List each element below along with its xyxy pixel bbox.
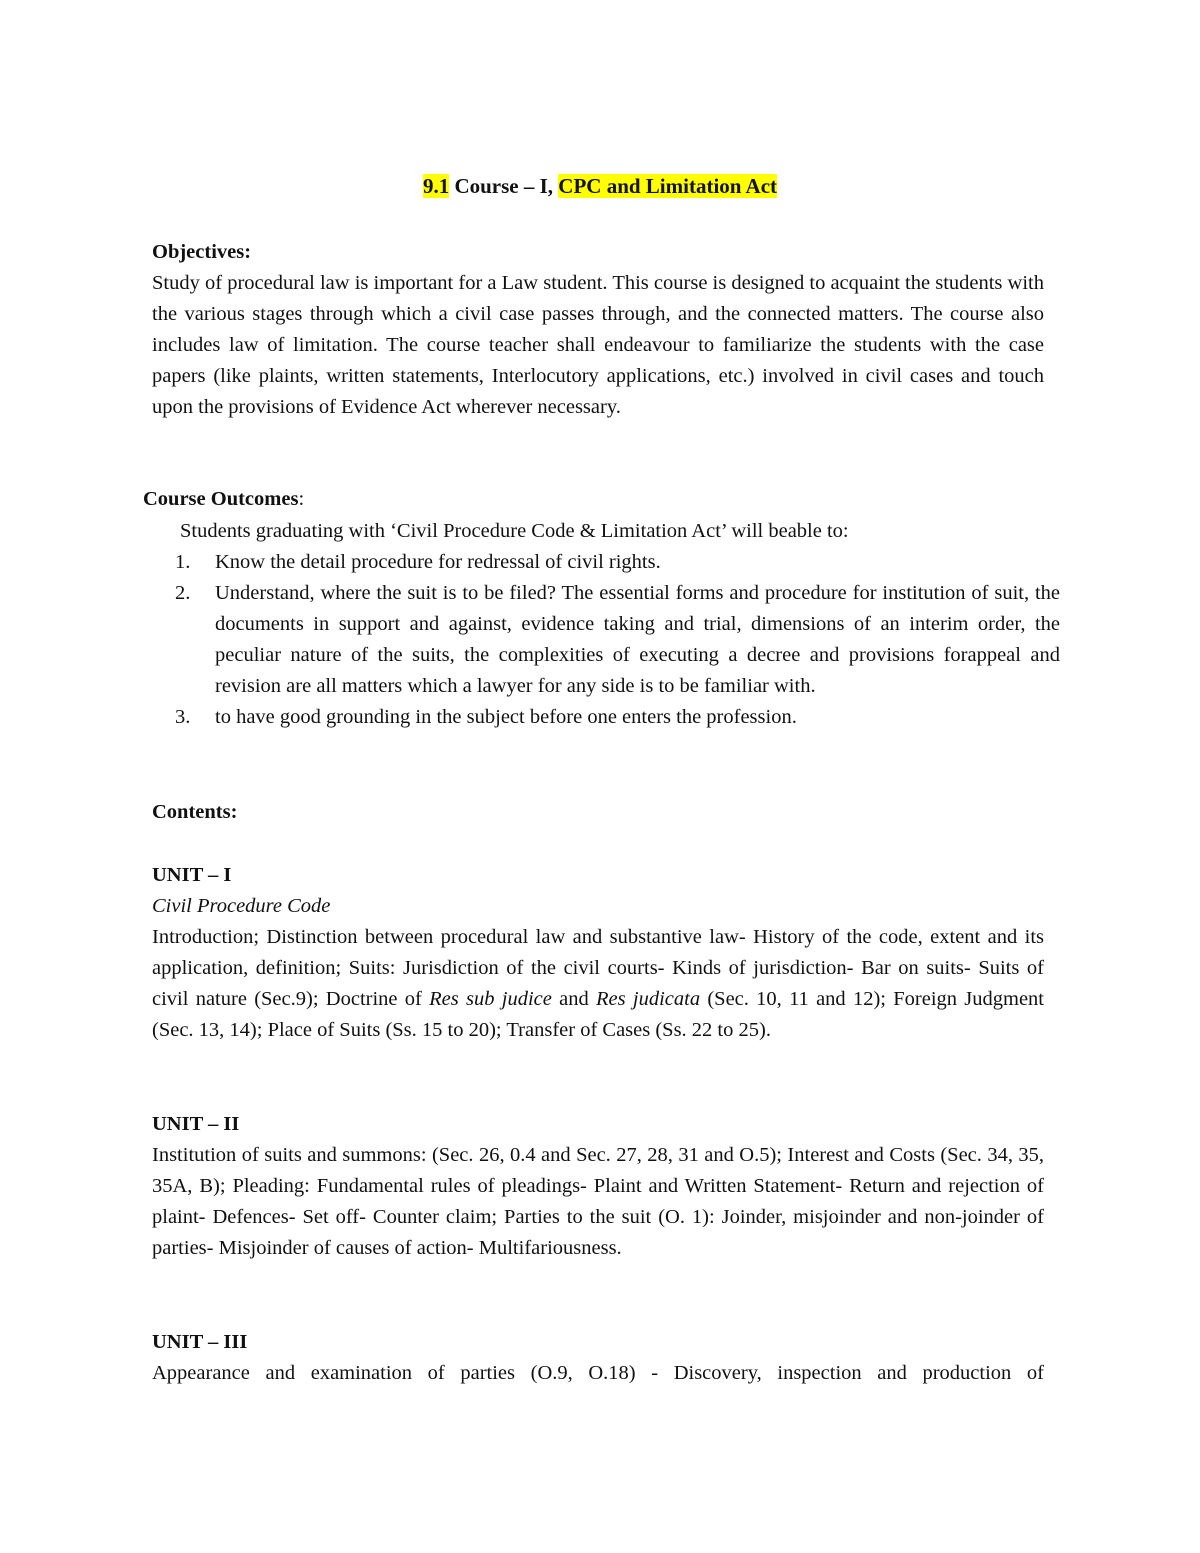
contents-section xyxy=(152,797,1044,828)
unit-1-res-sub-judice: Res sub judice xyxy=(429,988,552,1010)
outcomes-heading-row xyxy=(143,484,1035,515)
unit-3-text: Appearance and examination of parties (O.9, O.18) - Discovery, inspection and production of xyxy=(152,1362,1044,1384)
unit-1-text-b: and xyxy=(551,988,597,1010)
objectives-heading: Objectives: xyxy=(152,241,252,263)
list-item-number: 2. xyxy=(175,582,191,604)
unit-1-text-a: Introduction; Distinction between procedural law and substantive law- History of the code, extent and its application, definition; Suits: Jurisdiction of the civil courts- Kinds of jurisdiction- Bar on suits- Suits of civil nature (Sec.9); Doctrine of xyxy=(152,926,1044,1010)
list-item-text: to have good grounding in the subject before one enters the profession. xyxy=(215,706,797,728)
objectives-text: Study of procedural law is important for a Law student. This course is designed to acquaint the students with the various stages through which a civil case passes through, and the connected matters. The course also includes law of limitation. The course teacher shall endeavour to familiarize the students with the case papers (like plaints, written statements, Interlocutory applications, etc.) involved in civil cases and touch upon the provisions of Evidence Act wherever necessary. xyxy=(152,272,1044,418)
outcomes-heading-colon: : xyxy=(298,488,305,510)
unit-1-subtitle: Civil Procedure Code xyxy=(152,895,331,917)
unit-2-text: Institution of suits and summons: (Sec. 26, 0.4 and Sec. 27, 28, 31 and O.5); Interest and Costs (Sec. 34, 35, 35A, B); Pleading: Fundamental rules of pleadings- Plaint and Written Statement- Return and rejection of plaint- Defences- Set off- Counter claim; Parties to the suit (O. 1): Joinder, misjoinder and non-joinder of parties- Misjoinder of causes of action- Multifariousness. xyxy=(152,1144,1044,1259)
unit-1-text-c: (Sec. 10, 11 and 12); Foreign Judgment (Sec. 13, 14); Place of Suits (Ss. 15 to 20); Transfer of Cases (Ss. 22 to 25). xyxy=(152,988,1045,1041)
list-item xyxy=(172,547,1060,578)
unit-1-heading: UNIT – I xyxy=(152,864,232,886)
outcomes-heading: Course Outcomes xyxy=(143,488,299,510)
list-item-number: 3. xyxy=(175,706,191,728)
outcomes-intro xyxy=(180,516,1060,547)
title-middle: Course – I, xyxy=(449,174,559,198)
unit-2-heading: UNIT – II xyxy=(152,1113,240,1135)
list-item xyxy=(172,578,1060,702)
unit-1-text xyxy=(152,922,1044,1046)
unit-1-res-judicata: Res judicata xyxy=(596,988,701,1010)
outcomes-list xyxy=(172,547,1060,733)
list-item-number: 1. xyxy=(175,551,191,573)
title-course-name: CPC and Limitation Act xyxy=(558,174,778,198)
unit-3-heading: UNIT – III xyxy=(152,1331,248,1353)
list-item-text: Understand, where the suit is to be filed? The essential forms and procedure for institution of suit, the documents in support and against, evidence taking and trial, dimensions of an interim order, the peculiar nature of the suits, the complexities of executing a decree and provisions forappeal and revision are all matters which a lawyer for any side is to be familiar with. xyxy=(215,582,1060,697)
unit-2-section xyxy=(152,1109,1044,1264)
outcomes-intro-text: Students graduating with ‘Civil Procedure Code & Limitation Act’ will beable to: xyxy=(180,520,849,542)
list-item-text: Know the detail procedure for redressal of civil rights. xyxy=(215,551,661,573)
contents-heading: Contents: xyxy=(152,801,238,823)
page-title xyxy=(0,172,1200,200)
objectives-section xyxy=(152,237,1044,423)
list-item xyxy=(172,702,1060,733)
title-number: 9.1 xyxy=(422,174,450,198)
unit-1-section xyxy=(152,860,1044,1046)
unit-3-section xyxy=(152,1327,1044,1389)
